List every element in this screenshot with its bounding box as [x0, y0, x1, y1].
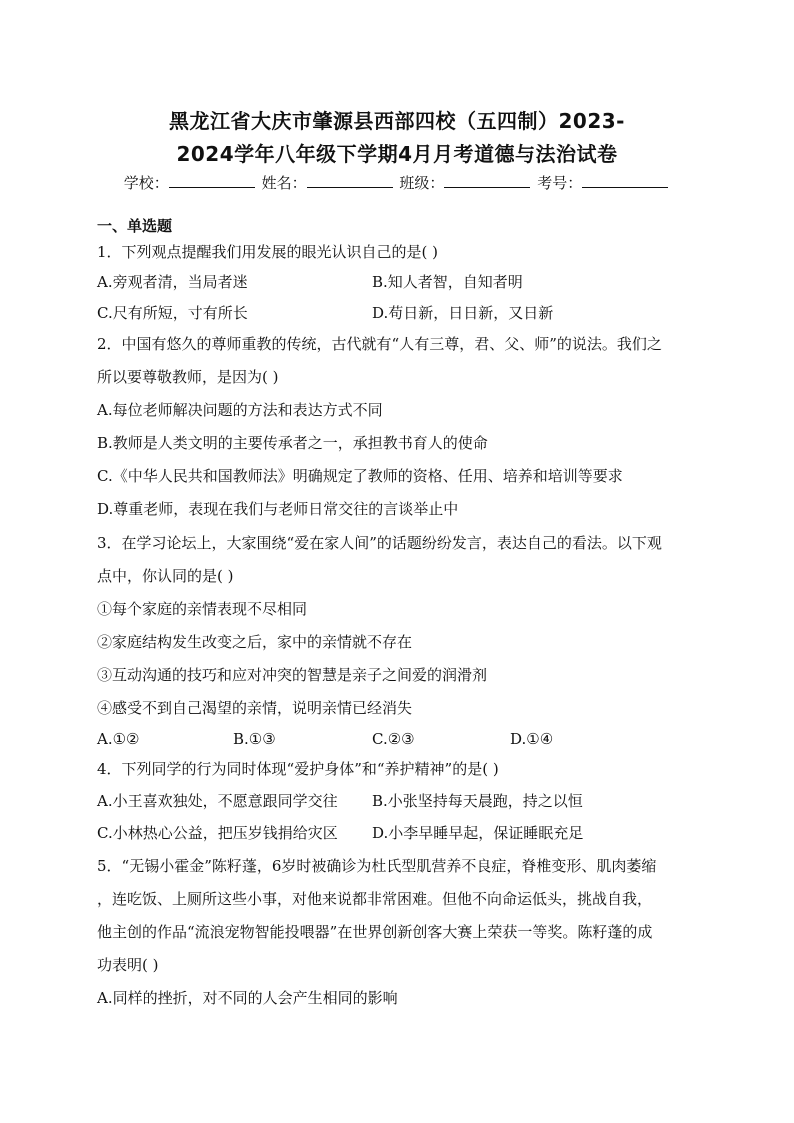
question-2-stem-line-2: 所以要尊敬教师，是因为( )	[97, 368, 279, 386]
student-info-row	[0, 172, 794, 193]
question-3-option-d: D.①④	[510, 730, 554, 748]
question-1-option-c: C.尺有所短，寸有所长	[97, 304, 248, 322]
school-blank[interactable]	[169, 173, 255, 188]
question-5-stem-line-1: 5．“无锡小霍金”陈籽蓬，6岁时被确诊为杜氏型肌营养不良症，脊椎变形、肌肉萎缩	[97, 857, 657, 875]
question-5-stem-line-2: ，连吃饭、上厕所这些小事，对他来说都非常困难。但他不向命运低头，挑战自我，	[97, 890, 653, 908]
school-label: 学校：	[123, 174, 169, 192]
class-label: 班级：	[399, 174, 445, 192]
question-2-stem-line-1: 2．中国有悠久的尊师重教的传统，古代就有“人有三尊，君、父、师”的说法。我们之	[97, 335, 662, 353]
question-1-option-a: A.旁观者清，当局者迷	[97, 273, 248, 291]
question-4-option-c: C.小林热心公益，把压岁钱捐给灾区	[97, 824, 338, 842]
section-title: 一、单选题	[97, 217, 173, 235]
question-4-option-b: B.小张坚持每天晨跑，持之以恒	[372, 792, 583, 810]
question-3-statement-2: ②家庭结构发生改变之后，家中的亲情就不存在	[97, 633, 413, 651]
question-2-option-b: B.教师是人类文明的主要传承者之一，承担教书育人的使命	[97, 434, 488, 452]
question-3-option-c: C.②③	[372, 730, 415, 748]
class-blank[interactable]	[444, 173, 530, 188]
question-1-option-b: B.知人者智，自知者明	[372, 273, 523, 291]
exam-title-line-2: 2024学年八年级下学期4月月考道德与法治试卷	[176, 142, 618, 166]
question-5-stem-line-4: 功表明( )	[97, 956, 159, 974]
question-1-stem: 1．下列观点提醒我们用发展的眼光认识自己的是( )	[97, 243, 439, 261]
question-3-stem-line-2: 点中，你认同的是( )	[97, 567, 234, 585]
question-3-statement-4: ④感受不到自己渴望的亲情，说明亲情已经消失	[97, 699, 413, 717]
exam-number-label: 考号：	[537, 174, 583, 192]
exam-number-blank[interactable]	[582, 173, 668, 188]
question-2-option-a: A.每位老师解决问题的方法和表达方式不同	[97, 401, 383, 419]
question-3-option-b: B.①③	[233, 730, 276, 748]
name-blank[interactable]	[307, 173, 393, 188]
question-3-option-a: A.①②	[97, 730, 140, 748]
question-4-stem: 4．下列同学的行为同时体现“爱护身体”和“养护精神”的是( )	[97, 760, 499, 778]
exam-title-line-1: 黑龙江省大庆市肇源县西部四校（五四制）2023-	[169, 109, 625, 133]
question-3-stem-line-1: 3．在学习论坛上，大家围绕“爱在家人间”的话题纷纷发言，表达自己的看法。以下观	[97, 534, 662, 552]
question-3-statement-3: ③互动沟通的技巧和应对冲突的智慧是亲子之间爱的润滑剂	[97, 666, 488, 684]
question-2-option-c: C.《中华人民共和国教师法》明确规定了教师的资格、任用、培养和培训等要求	[97, 467, 623, 485]
question-4-option-d: D.小李早睡早起，保证睡眠充足	[372, 824, 584, 842]
name-label: 姓名：	[261, 174, 307, 192]
question-4-option-a: A.小王喜欢独处，不愿意跟同学交往	[97, 792, 338, 810]
question-3-statement-1: ①每个家庭的亲情表现不尽相同	[97, 600, 308, 618]
question-5-stem-line-3: 他主创的作品“流浪宠物智能投喂器”在世界创新创客大赛上荣获一等奖。陈籽蓬的成	[97, 923, 653, 941]
question-2-option-d: D.尊重老师，表现在我们与老师日常交往的言谈举止中	[97, 500, 459, 518]
question-5-option-a: A.同样的挫折，对不同的人会产生相同的影响	[97, 989, 398, 1007]
question-1-option-d: D.苟日新，日日新，又日新	[372, 304, 554, 322]
